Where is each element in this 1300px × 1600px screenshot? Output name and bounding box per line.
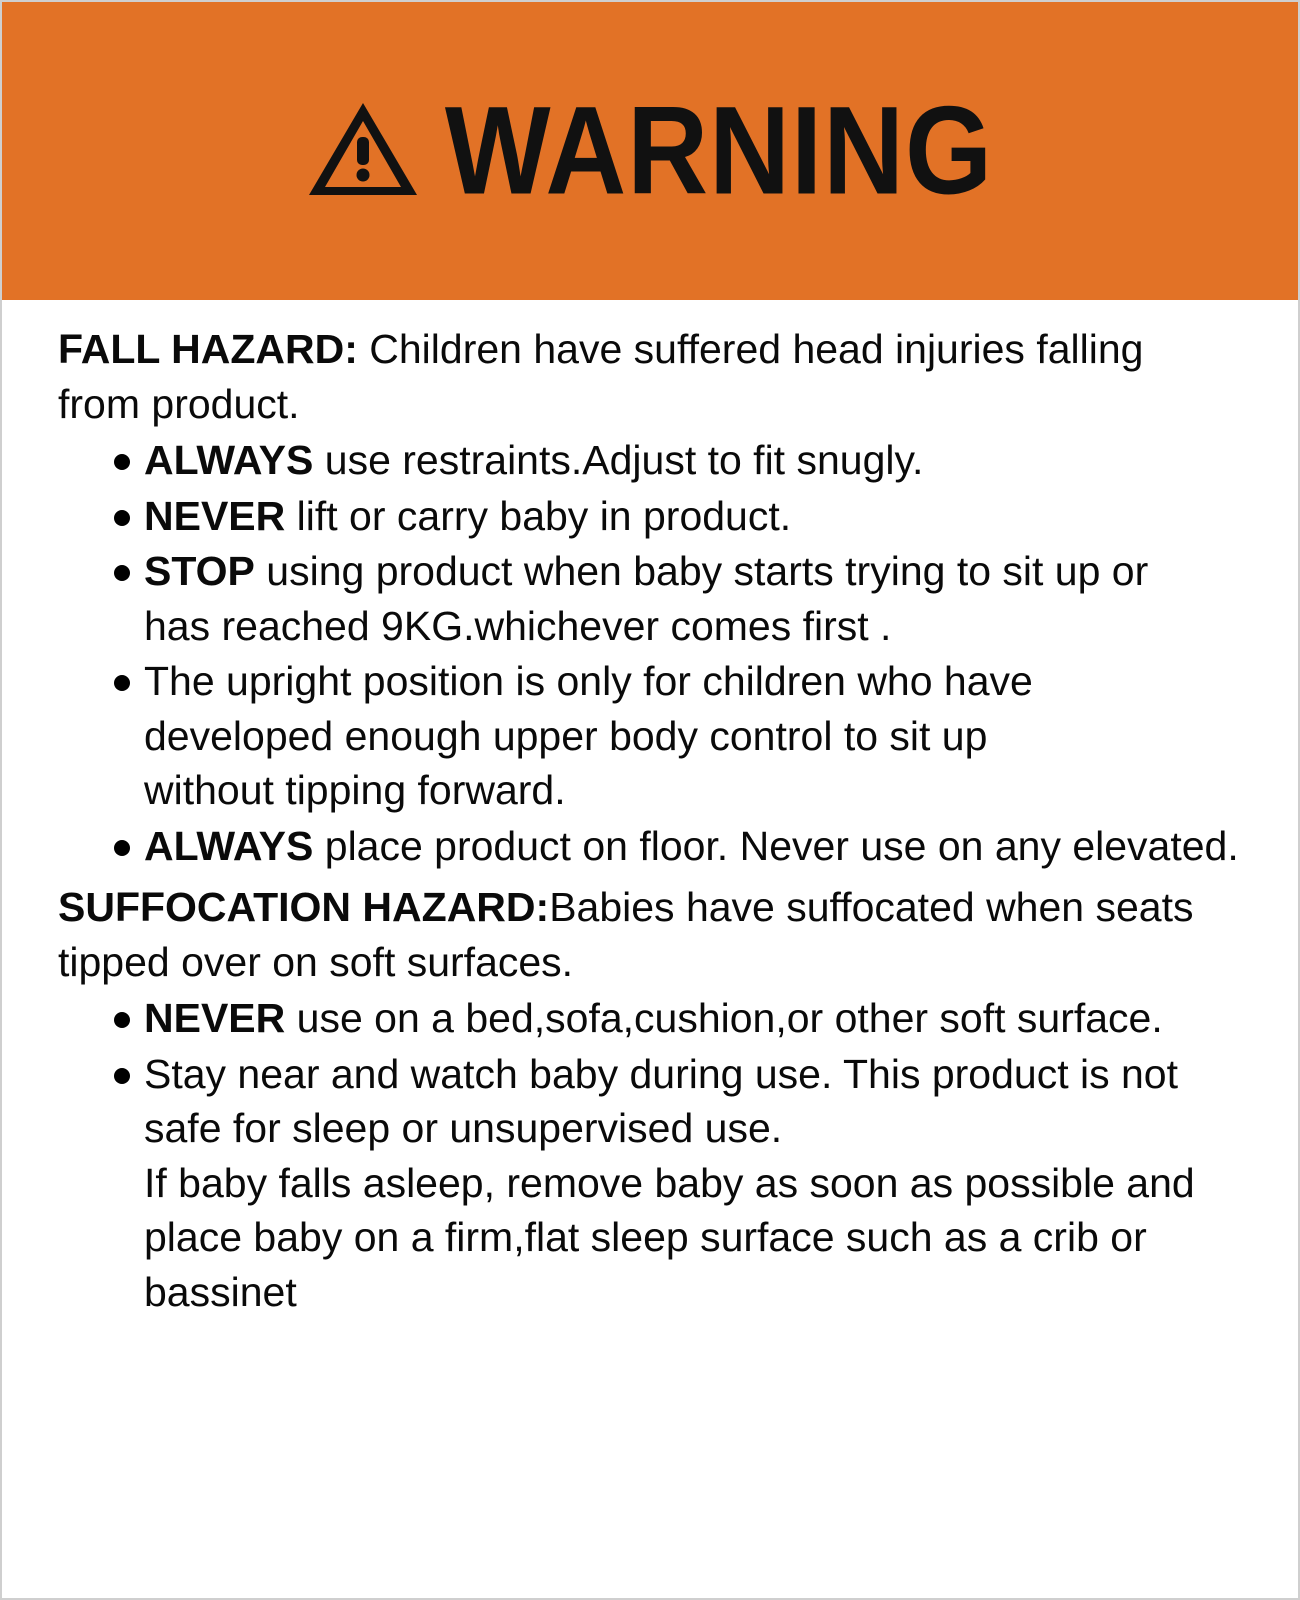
- warning-body: [2, 300, 1298, 1319]
- bullet-dot-icon: [114, 1012, 130, 1028]
- list-item: [58, 1047, 1264, 1320]
- bullet-text: use on a bed,sofa,cushion,or other soft surface.: [285, 995, 1163, 1042]
- suffocation-hazard-text-line2: tipped over on soft surfaces.: [58, 938, 574, 985]
- bullet-dot-icon: [114, 510, 130, 526]
- bullet-text: Stay near and watch baby during use. This product is not: [144, 1050, 1178, 1097]
- bullet-keyword: NEVER: [144, 492, 286, 539]
- fall-hazard-text: Children have suffered head injuries falling: [357, 326, 1144, 372]
- bullet-dot-icon: [114, 675, 130, 691]
- bullet-text-line2: developed enough upper body control to sit up: [144, 712, 988, 759]
- bullet-text: lift or carry baby in product.: [285, 492, 792, 539]
- warning-triangle-icon: [307, 99, 419, 204]
- suffocation-hazard-text: Babies have suffocated when seats: [549, 884, 1194, 931]
- list-item: [58, 819, 1264, 874]
- bullet-text-line3: without tipping forward.: [144, 767, 566, 814]
- bullet-dot-icon: [114, 454, 130, 470]
- bullet-text-line2: safe for sleep or unsupervised use.: [144, 1105, 783, 1152]
- suffocation-hazard-label: SUFFOCATION HAZARD:: [58, 884, 550, 931]
- fall-hazard-heading: [58, 322, 1264, 431]
- bullet-text: place product on floor. Never use on any elevated.: [313, 822, 1239, 869]
- bullet-text-line2: has reached 9KG.whichever comes first .: [144, 602, 892, 649]
- list-item: [58, 991, 1264, 1046]
- fall-hazard-label: FALL HAZARD:: [58, 326, 358, 372]
- fall-hazard-text-line2: from product.: [58, 380, 300, 427]
- bullet-text: The upright position is only for children who have: [144, 658, 1033, 705]
- bullet-keyword: ALWAYS: [144, 437, 314, 484]
- bullet-text: use restraints.Adjust to fit snugly.: [313, 437, 924, 484]
- bullet-text-line3: If baby falls asleep, remove baby as soon as possible and: [144, 1159, 1195, 1206]
- bullet-text-line4: place baby on a firm,flat sleep surface such as a crib or: [144, 1214, 1147, 1261]
- bullet-keyword: STOP: [144, 548, 255, 595]
- suffocation-hazard-heading: [58, 880, 1264, 989]
- banner-title: WARNING: [444, 80, 994, 221]
- list-item: [58, 544, 1264, 653]
- bullet-dot-icon: [114, 565, 130, 581]
- bullet-dot-icon: [114, 840, 130, 856]
- list-item: [58, 489, 1264, 544]
- suffocation-hazard-bullets: [58, 991, 1264, 1319]
- fall-hazard-bullets: [58, 433, 1264, 873]
- bullet-keyword: ALWAYS: [144, 822, 314, 869]
- bullet-dot-icon: [114, 1068, 130, 1084]
- warning-banner: [2, 2, 1298, 300]
- bullet-text-line5: bassinet: [144, 1268, 297, 1315]
- list-item: [58, 433, 1264, 488]
- bullet-keyword: NEVER: [144, 995, 286, 1042]
- list-item: [58, 654, 1264, 818]
- bullet-text: using product when baby starts trying to sit up or: [254, 548, 1149, 595]
